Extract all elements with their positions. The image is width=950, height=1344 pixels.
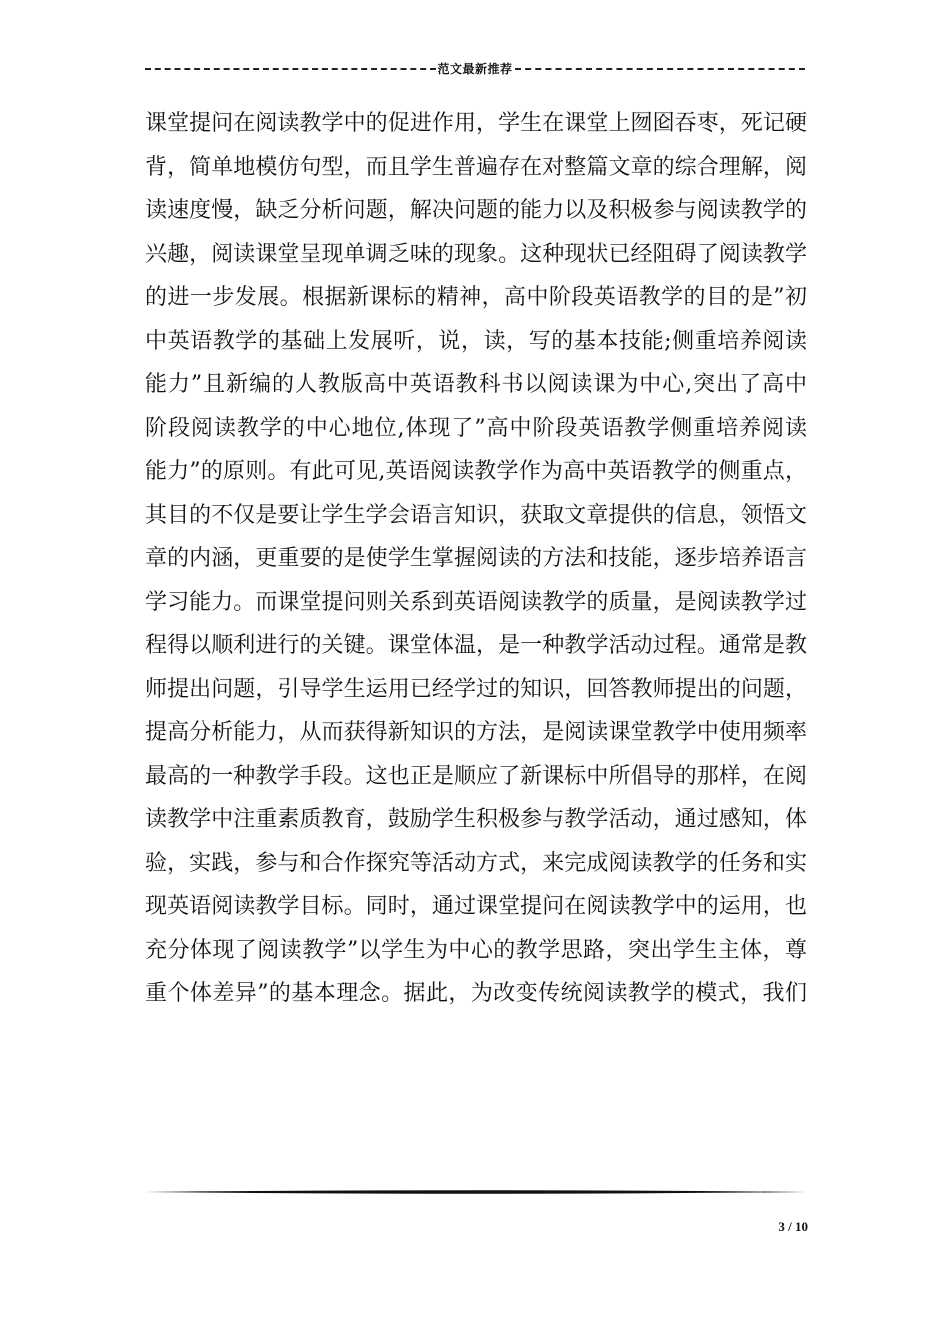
text-line: 兴趣，阅读课堂呈现单调乏味的现象。这种现状已经阻碍了阅读教学 [145, 241, 807, 267]
text-line: 现英语阅读教学目标。同时，通过课堂提问在阅读教学中的运用，也 [145, 894, 807, 919]
header-dash-right [515, 68, 806, 70]
page-header [145, 58, 805, 78]
text-line: 中英语教学的基础上发展听，说，读，写的基本技能;侧重培养阅读 [145, 328, 807, 354]
text-line: 其目的不仅是要让学生学会语言知识，获取文章提供的信息，领悟文 [145, 502, 807, 528]
text-line: 能力”的原则。有此可见,英语阅读教学作为高中英语教学的侧重点， [145, 459, 807, 484]
text-line: 提高分析能力，从而获得新知识的方法，是阅读课堂教学中使用频率 [145, 720, 807, 745]
page-number: 3 / 10 [778, 1219, 808, 1234]
text-line: 课堂提问在阅读教学中的促进作用，学生在课堂上囫囵吞枣，死记硬 [145, 111, 807, 136]
text-line: 读教学中注重素质教育，鼓励学生积极参与教学活动，通过感知，体 [145, 807, 807, 832]
header-title: 范文最新推荐 [437, 61, 513, 76]
footer-rule [145, 1189, 807, 1195]
body-text [145, 102, 807, 1016]
text-line: 重个体差异”的基本理念。据此，为改变传统阅读教学的模式，我们 [145, 981, 807, 1006]
text-line: 能力”且新编的人教版高中英语教科书以阅读课为中心,突出了高中 [145, 372, 807, 397]
text-line: 师提出问题，引导学生运用已经学过的知识，回答教师提出的问题， [145, 676, 807, 702]
text-line: 背，简单地模仿句型，而且学生普遍存在对整篇文章的综合理解，阅 [145, 154, 807, 180]
text-line: 验，实践，参与和合作探究等活动方式，来完成阅读教学的任务和实 [145, 850, 807, 876]
text-line: 最高的一种教学手段。这也正是顺应了新课标中所倡导的那样，在阅 [145, 763, 807, 789]
text-line: 充分体现了阅读教学”以学生为中心的教学思路，突出学生主体，尊 [145, 937, 807, 963]
text-line: 读速度慢，缺乏分析问题，解决问题的能力以及积极参与阅读教学的 [145, 198, 807, 223]
text-line: 学习能力。而课堂提问则关系到英语阅读教学的质量，是阅读教学过 [145, 589, 807, 615]
text-line: 阶段阅读教学的中心地位,体现了”高中阶段英语教学侧重培养阅读 [145, 415, 807, 441]
text-line: 的进一步发展。根据新课标的精神，高中阶段英语教学的目的是”初 [145, 285, 807, 310]
text-line: 程得以顺利进行的关键。课堂体温，是一种教学活动过程。通常是教 [145, 633, 807, 658]
header-dash-left [145, 68, 436, 70]
text-line: 章的内涵，更重要的是使学生掌握阅读的方法和技能，逐步培养语言 [145, 546, 807, 571]
